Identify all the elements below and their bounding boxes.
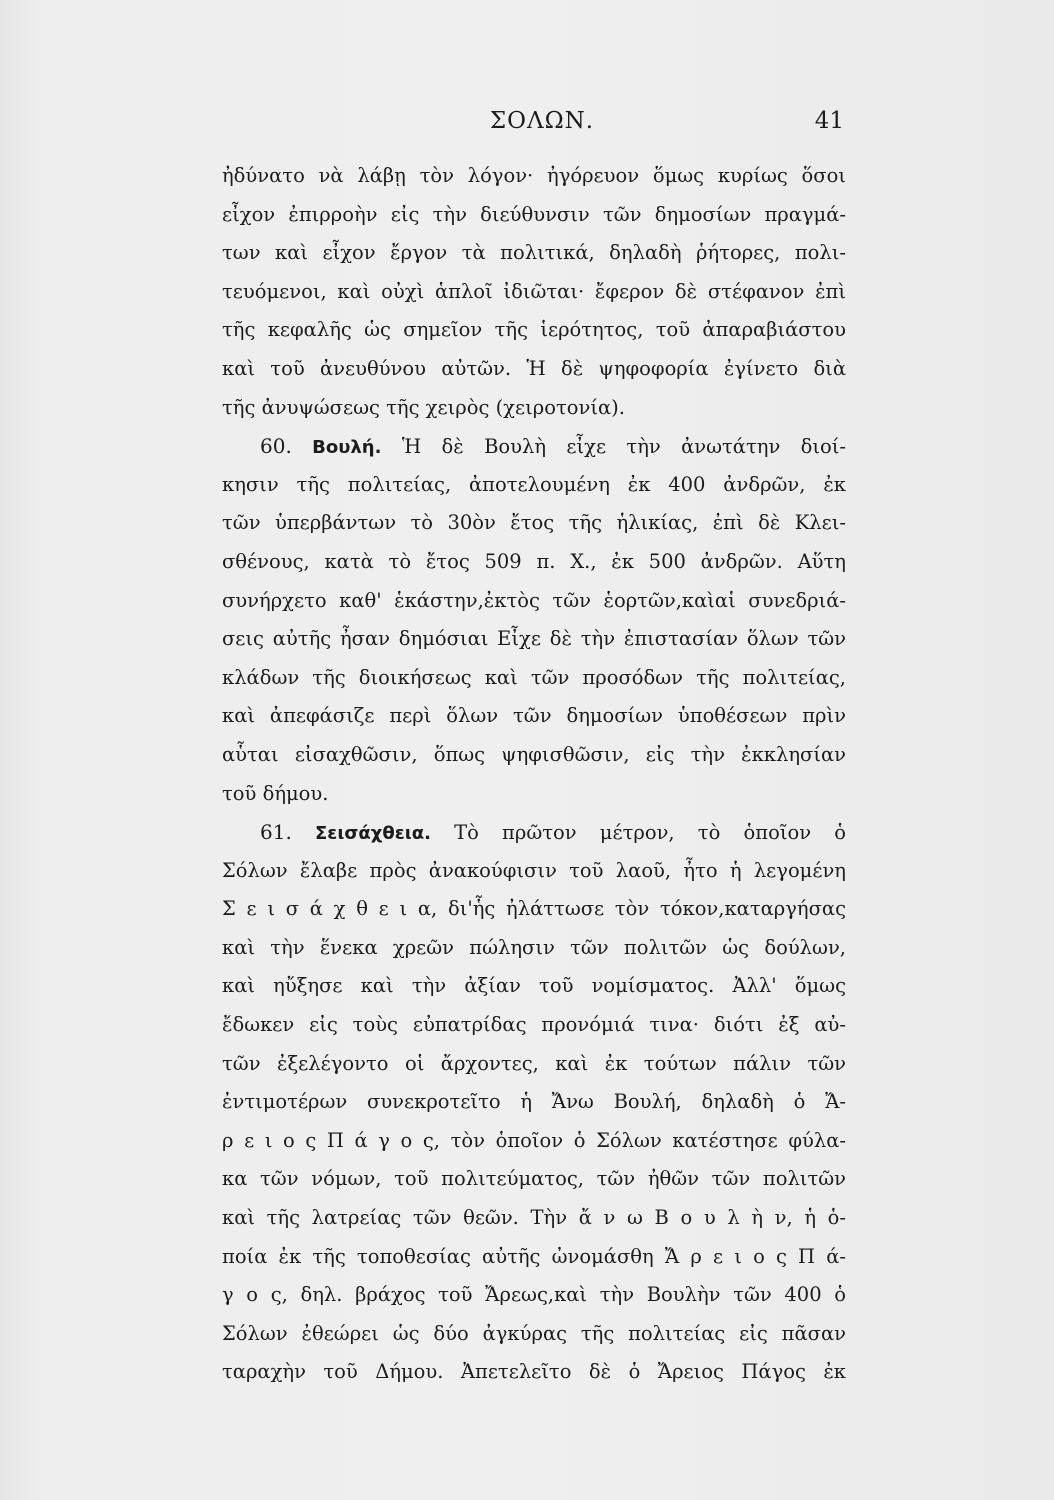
- running-title: ΣΟΛΩΝ.: [489, 108, 595, 134]
- text-line: τῶν ὑπερβάντων τὸ 30ὸν ἔτος τῆς ἡλικίας, ἐπὶ δὲ Κλει-: [222, 511, 846, 535]
- text-line: τοῦ δήμου.: [222, 781, 329, 805]
- section-number: 60.: [260, 434, 292, 459]
- text-line: ταραχὴν τοῦ Δήμου. Ἀπετελεῖτο δὲ ὁ Ἄρειος Πάγος ἐκ: [222, 1360, 846, 1384]
- text-line: καὶ τοῦ ἀνευθύνου αὐτῶν. Ἡ δὲ ψηφοφορία ἐγίνετο διὰ: [222, 356, 846, 380]
- text-line: κα τῶν νόμων, τοῦ πολιτεύματος, τῶν ἠθῶν τῶν πολιτῶν: [222, 1167, 846, 1191]
- text-line: καὶ τὴν ἕνεκα χρεῶν πώλησιν τῶν πολιτῶν ὡς δούλων,: [222, 935, 846, 959]
- body-text: [222, 157, 846, 1384]
- section-60-first-line: [222, 427, 846, 466]
- text-line: Σ ε ι σ ά χ θ ε ι α, δι'ἧς ἠλάττωσε τὸν τόκον,καταργήσας: [222, 897, 846, 921]
- page-header: [222, 108, 846, 142]
- text-line: ρ ε ι ο ς Π ά γ ο ς, τὸν ὁποῖον ὁ Σόλων κατέστησε φύλα-: [222, 1128, 846, 1152]
- text-line: ἠδύνατο νὰ λάβῃ τὸν λόγον· ἠγόρευον ὅμως κυρίως ὅσοι: [222, 164, 846, 187]
- text-line: Τὸ πρῶτον μέτρον, τὸ ὁποῖον ὁ: [454, 821, 846, 845]
- text-line: σθένους, κατὰ τὸ ἔτος 509 π. Χ., ἐκ 500 ἀνδρῶν. Αὕτη: [222, 549, 846, 573]
- text-line: καὶ ηὔξησε καὶ τὴν ἀξίαν τοῦ νομίσματος. Ἀλλ' ὅμως: [222, 974, 846, 998]
- text-line: εἶχον ἐπιρροὴν εἰς τὴν διεύθυνσιν τῶν δημοσίων πραγμά-: [222, 202, 846, 226]
- text-line: γ ο ς, δηλ. βράχος τοῦ Ἄρεως,καὶ τὴν Βουλὴν τῶν 400 ὁ: [222, 1283, 846, 1307]
- text-line: τῆς κεφαλῆς ὡς σημεῖον τῆς ἱερότητος, τοῦ ἀπαραβιάστου: [222, 318, 846, 342]
- text-line: ἔδωκεν εἰς τοὺς εὐπατρίδας προνόμιά τινα· διότι ἐξ αὐ-: [222, 1013, 846, 1037]
- text-line: σεις αὐτῆς ἦσαν δημόσιαι Εἶχε δὲ τὴν ἐπιστασίαν ὅλων τῶν: [222, 627, 846, 651]
- text-line: αὗται εἰσαχθῶσιν, ὅπως ψηφισθῶσιν, εἰς τὴν ἐκκλησίαν: [222, 742, 846, 766]
- text-line: καὶ ἀπεφάσιζε περὶ ὅλων τῶν δημοσίων ὑποθέσεων πρὶν: [222, 704, 846, 728]
- text-line: Ἡ δὲ Βουλὴ εἶχε τὴν ἀνωτάτην διοί-: [401, 435, 846, 459]
- text-line: ποία ἐκ τῆς τοποθεσίας αὐτῆς ὠνομάσθη Ἄ ρ ε ι ο ς Π ά-: [222, 1244, 846, 1268]
- text-line: ἐντιμοτέρων συνεκροτεῖτο ἡ Ἄνω Βουλή, δηλαδὴ ὁ Ἄ-: [222, 1090, 846, 1114]
- text-line: Σόλων ἐθεώρει ὡς δύο ἀγκύρας τῆς πολιτείας εἰς πᾶσαν: [222, 1321, 846, 1345]
- text-line: συνήρχετο καθ' ἑκάστην,ἐκτὸς τῶν ἑορτῶν,καὶαἱ συνεδριά-: [222, 588, 846, 612]
- text-line: Σόλων ἔλαβε πρὸς ἀνακούφισιν τοῦ λαοῦ, ἦτο ἡ λεγομένη: [222, 858, 846, 882]
- text-line: τευόμενοι, καὶ οὐχὶ ἁπλοῖ ἰδιῶται· ἔφερον δὲ στέφανον ἐπὶ: [222, 279, 846, 303]
- text-line: των καὶ εἶχον ἔργον τὰ πολιτικά, δηλαδὴ ῥήτορες, πολι-: [222, 241, 846, 265]
- text-line: καὶ τῆς λατρείας τῶν θεῶν. Τὴν ἄ ν ω Β ο υ λ ὴ ν, ἡ ὁ-: [222, 1206, 846, 1230]
- section-heading: Σεισάχθεια.: [315, 823, 431, 845]
- text-line: κησιν τῆς πολιτείας, ἀποτελουμένη ἐκ 400 ἀνδρῶν, ἐκ: [222, 472, 846, 496]
- section-61-first-line: [222, 813, 846, 852]
- text-line: κλάδων τῆς διοικήσεως καὶ τῶν προσόδων τῆς πολιτείας,: [222, 665, 846, 689]
- section-number: 61.: [260, 820, 292, 845]
- text-line: τῶν ἐξελέγοντο οἱ ἄρχοντες, καὶ ἐκ τούτων πάλιν τῶν: [222, 1051, 846, 1075]
- section-heading: Βουλή.: [312, 437, 382, 459]
- page-number: 41: [814, 108, 844, 134]
- text-line: τῆς ἀνυψώσεως τῆς χειρὸς (χειροτονία).: [222, 395, 625, 419]
